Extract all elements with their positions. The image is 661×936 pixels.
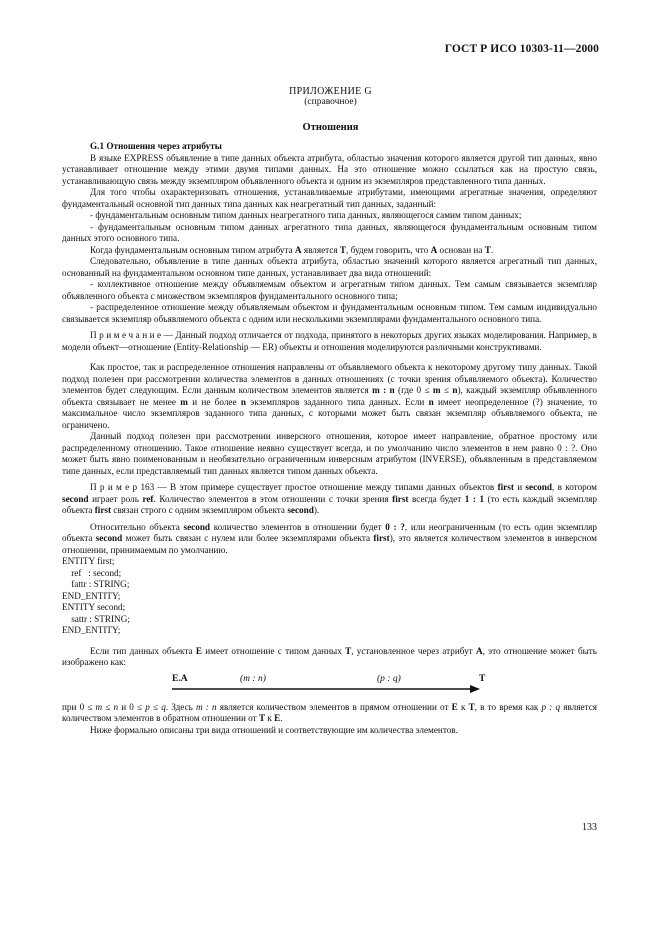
example-continued: Относительно объекта second количество элементов в отношении будет 0 : ?, или неограниченным (то есть один экземпляр объекта second может быть связан с нулем или более экземплярами объекта first), это является количеством элементов в инверсном отношении, принимаемым по умолчанию. [62, 521, 598, 555]
code-block-second: ENTITY second; sattr : STRING; END_ENTITY; [62, 602, 130, 635]
paragraph: Данный подход полезен при рассмотрении инверсного отношения, которое имеет направление, обратное простому или распределенному отношению. Такое отношение неявно существует всегда, и по умолчанию число элементов в нем равно 0 : ?. Оно может быть явно поименованным и необязательно ограниченным инверсным атрибутом (INVERSE), объявленным в представляемом типе данных, если представляемый тип данных является типом данных объекта. [62, 431, 597, 476]
list-item: - фундаментальным основным типом данных неагрегатного типа данных, являющегося самим типом данных; [90, 210, 522, 220]
page-number: 133 [582, 822, 597, 833]
example-label: П р и м е р 163 [90, 482, 155, 492]
subsection-heading: G.1 Отношения через атрибуты [90, 141, 222, 151]
list-item: - коллективное отношение между объявляемым объектом и агрегатным типом данных. Тем самым связывается экземпляр объявленного объекта с множеством экземпляров фундаментального основного типа; [62, 279, 597, 301]
diagram-source-label: E.A [172, 673, 188, 684]
paragraph: при 0 ≤ m ≤ n и 0 ≤ p ≤ q. Здесь m : n является количеством элементов в прямом отношении от E к T, в то время как p : q является количеством элементов в обратном отношении от T к E. [62, 701, 597, 723]
appendix-subtitle: (справочное) [304, 97, 357, 107]
diagram-forward-cardinality: (m : n) [240, 673, 266, 684]
paragraph: Ниже формально описаны три вида отношений и соответствующие им количества элементов. [90, 724, 458, 735]
paragraph: Если тип данных объекта E имеет отношение с типом данных T, установленное через атрибут A, это отношение может быть изображено как: [62, 645, 597, 667]
list-item: - распределенное отношение между объявляемым объектом и фундаментальным основным типом. Тем самым индивидуально связывается экземпляр объявляемого объекта с одним или несколькими экземплярами фундаментального основного типа. [62, 302, 597, 324]
relationship-diagram [62, 672, 597, 702]
standard-header: ГОСТ Р ИСО 10303-11—2000 [444, 43, 599, 55]
paragraph: Как простое, так и распределенное отношения направлены от объявляемого объекта к некоторому другому типу данных. Такой подход полезен при рассмотрении количества элементов в данных отношениях (с точки зрения объявляемого объекта). Количество элементов будет следующим. Если данным количеством элементов является m : n (где 0 ≤ m ≤ n), каждый экземпляр объявленного объекта связывает не менее m и не более n экземпляров заданного типа данных. Если n имеет неопределенное (?) значение, то максимальное число экземпляров заданного типа данных, с которыми может быть связан экземпляр объявляемого объекта, не ограничено. [62, 362, 597, 430]
diagram-target-label: T [479, 673, 486, 684]
note: П р и м е ч а н и е — Данный подход отличается от подхода, принятого в некоторых других языках моделирования. Например, в модели объект—отношение (Entity-Relationship — ER) объекты и отношения моделируются различными конструктивами. [62, 330, 597, 352]
relationship-arrow [62, 672, 597, 702]
paragraph: Для того чтобы охарактеризовать отношения, устанавливаемые атрибутами, имеющими агрегатные значения, определяют фундаментальный основной тип данных типа данных как неагрегатный тип данных, заданный: [62, 187, 597, 209]
example: П р и м е р 163 — В этом примере существует простое отношение между типами данных объектов first и second, в котором second играет роль ref. Количество элементов в этом отношении с точки зрения first всегда будет 1 : 1 (то есть каждый экземпляр объекта first связан строго с одним экземпляром объекта second). [62, 482, 598, 515]
note-label: П р и м е ч а н и е [90, 330, 162, 340]
paragraph: Следовательно, объявление в типе данных объекта атрибута, областью значений которого является агрегатный тип данных, основанный на фундаментальном основном типе данных, устанавливает два вида отношений: [62, 256, 597, 278]
code-block-first: ENTITY first; ref : second; fattr : STRING; END_ENTITY; [62, 556, 130, 601]
section-title: Отношения [302, 122, 359, 133]
appendix-title: ПРИЛОЖЕНИЕ G [289, 86, 372, 97]
diagram-inverse-cardinality: (p : q) [377, 673, 401, 684]
paragraph: Когда фундаментальным основным типом атрибута A является T, будем говорить, что A основан на T. [90, 244, 494, 255]
document-body [62, 141, 597, 736]
list-item: - фундаментальным основным типом данных агрегатного типа данных, являющегося фундаментальным основным типом данных этого основного типа. [62, 221, 597, 243]
paragraph: В языке EXPRESS объявление в типе данных объекта атрибута, областью значения которого является другой тип данных, явно устанавливает отношение между этими двумя типами данных. На это отношение можно ссылаться как на простую связь, устанавливающую связь между экземпляром объявленного объекта и одним из экземпляров представленного типа данных. [62, 152, 597, 186]
